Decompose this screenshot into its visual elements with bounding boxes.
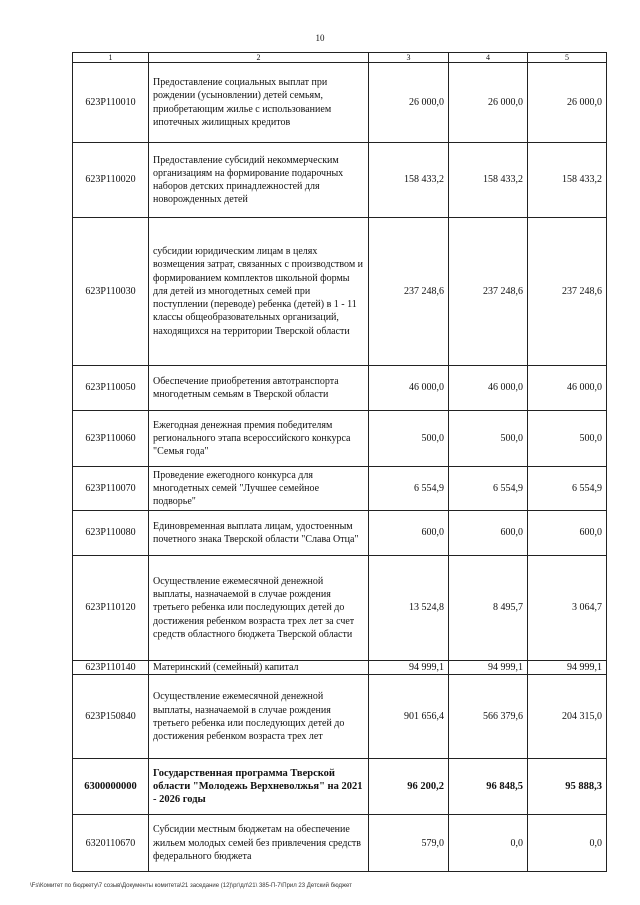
table-header-row — [73, 53, 607, 63]
table-row — [73, 661, 607, 675]
col-header-4: 4 — [449, 53, 528, 63]
row-value-col3: 579,0 — [369, 815, 449, 872]
row-code: 6300000000 — [73, 759, 149, 815]
row-description: Предоставление социальных выплат при рождении (усыновлении) детей семьям, приобретающим жилье с использованием ипотечных жилищных кредитов — [149, 63, 369, 143]
row-value-col5: 6 554,9 — [528, 467, 607, 511]
row-description: Обеспечение приобретения автотранспорта многодетным семьям в Тверской области — [149, 366, 369, 411]
row-code: 623P110010 — [73, 63, 149, 143]
table-row — [73, 411, 607, 467]
page-number: 10 — [315, 33, 325, 43]
row-value-col3: 26 000,0 — [369, 63, 449, 143]
table-row — [73, 143, 607, 218]
row-value-col4: 26 000,0 — [449, 63, 528, 143]
row-value-col3: 237 248,6 — [369, 218, 449, 366]
row-value-col5: 204 315,0 — [528, 675, 607, 759]
row-value-col3: 13 524,8 — [369, 556, 449, 661]
row-value-col3: 46 000,0 — [369, 366, 449, 411]
table-row — [73, 675, 607, 759]
row-description: Проведение ежегодного конкурса для многодетных семей "Лучшее семейное подворье" — [149, 467, 369, 511]
budget-table — [72, 52, 607, 872]
footer-file-path: \Fs\Комитет по бюджету\7 созыв\Документы комитета\21 заседание (12)\рг\дл\21\ 385-П-7\Прил 23 Детский бюджет — [30, 883, 352, 889]
row-value-col5: 26 000,0 — [528, 63, 607, 143]
col-header-5: 5 — [528, 53, 607, 63]
row-description: Осуществление ежемесячной денежной выплаты, назначаемой в случае рождения третьего ребенка или последующих детей до достижения ребенком возраста трех лет — [149, 675, 369, 759]
row-value-col4: 500,0 — [449, 411, 528, 467]
row-description: Предоставление субсидий некоммерческим организациям на формирование подарочных наборов детских принадлежностей для новорожденных детей — [149, 143, 369, 218]
row-code: 623P110050 — [73, 366, 149, 411]
row-code: 623P150840 — [73, 675, 149, 759]
row-value-col4: 6 554,9 — [449, 467, 528, 511]
col-header-2: 2 — [149, 53, 369, 63]
row-value-col4: 8 495,7 — [449, 556, 528, 661]
row-code: 6320110670 — [73, 815, 149, 872]
row-description: Субсидии местным бюджетам на обеспечение жильем молодых семей без привлечения средств федерального бюджета — [149, 815, 369, 872]
row-value-col3: 600,0 — [369, 511, 449, 556]
table-row — [73, 815, 607, 872]
row-code: 623P110060 — [73, 411, 149, 467]
row-value-col4: 158 433,2 — [449, 143, 528, 218]
col-header-3: 3 — [369, 53, 449, 63]
row-description: субсидии юридическим лицам в целях возмещения затрат, связанных с производством и формированием комплектов школьной формы для детей из многодетных семей при поступлении (переводе) ребенка (детей) в 1 - 11 классы общеобразовательных организаций, находящихся на территории Тверской области — [149, 218, 369, 366]
row-value-col3: 901 656,4 — [369, 675, 449, 759]
table-row — [73, 218, 607, 366]
row-description: Ежегодная денежная премия победителям регионального этапа всероссийского конкурса "Семья года" — [149, 411, 369, 467]
col-header-1: 1 — [73, 53, 149, 63]
row-value-col3: 6 554,9 — [369, 467, 449, 511]
row-value-col4: 94 999,1 — [449, 661, 528, 675]
table-row-program-total — [73, 759, 607, 815]
row-code: 623P110030 — [73, 218, 149, 366]
row-description: Осуществление ежемесячной денежной выплаты, назначаемой в случае рождения третьего ребенка или последующих детей до достижения ребенком возраста трех лет за счет средств областного бюджета Тверской области — [149, 556, 369, 661]
row-value-col5: 158 433,2 — [528, 143, 607, 218]
row-value-col5: 600,0 — [528, 511, 607, 556]
row-value-col4: 566 379,6 — [449, 675, 528, 759]
row-value-col3: 94 999,1 — [369, 661, 449, 675]
row-value-col3: 158 433,2 — [369, 143, 449, 218]
row-description: Единовременная выплата лицам, удостоенным почетного знака Тверской области "Слава Отца" — [149, 511, 369, 556]
row-code: 623P110080 — [73, 511, 149, 556]
table-row — [73, 556, 607, 661]
row-value-col5: 0,0 — [528, 815, 607, 872]
row-value-col3: 96 200,2 — [369, 759, 449, 815]
row-value-col5: 500,0 — [528, 411, 607, 467]
row-value-col3: 500,0 — [369, 411, 449, 467]
row-description: Материнский (семейный) капитал — [149, 661, 369, 675]
row-description: Государственная программа Тверской области "Молодежь Верхневолжья" на 2021 - 2026 годы — [149, 759, 369, 815]
table-row — [73, 511, 607, 556]
table-row — [73, 467, 607, 511]
row-code: 623P110120 — [73, 556, 149, 661]
row-value-col5: 237 248,6 — [528, 218, 607, 366]
row-code: 623P110020 — [73, 143, 149, 218]
table-row — [73, 366, 607, 411]
row-value-col5: 3 064,7 — [528, 556, 607, 661]
row-value-col5: 95 888,3 — [528, 759, 607, 815]
row-value-col4: 600,0 — [449, 511, 528, 556]
row-code: 623P110070 — [73, 467, 149, 511]
row-value-col5: 94 999,1 — [528, 661, 607, 675]
row-code: 623P110140 — [73, 661, 149, 675]
row-value-col4: 237 248,6 — [449, 218, 528, 366]
table-row — [73, 63, 607, 143]
row-value-col5: 46 000,0 — [528, 366, 607, 411]
row-value-col4: 0,0 — [449, 815, 528, 872]
row-value-col4: 46 000,0 — [449, 366, 528, 411]
row-value-col4: 96 848,5 — [449, 759, 528, 815]
